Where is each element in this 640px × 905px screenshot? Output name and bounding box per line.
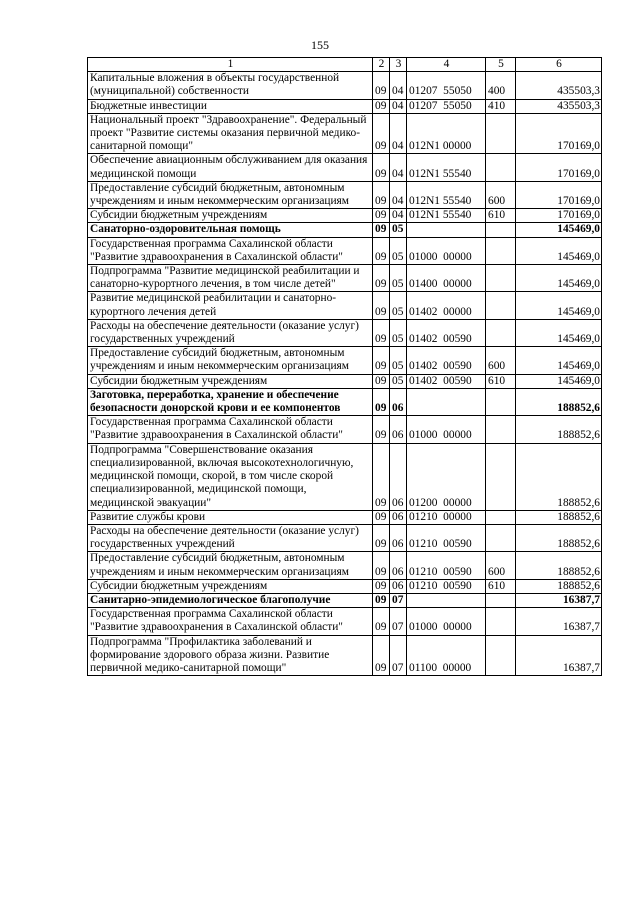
target-article-cell: 01402 00590 bbox=[407, 347, 486, 374]
subsection-code-cell: 04 bbox=[390, 99, 407, 113]
subsection-code-cell: 07 bbox=[390, 635, 407, 676]
subsection-code-cell: 05 bbox=[390, 319, 407, 346]
column-header: 4 bbox=[407, 58, 486, 72]
expense-type-cell: 600 bbox=[486, 181, 516, 208]
amount-cell: 16387,7 bbox=[516, 608, 602, 635]
section-code-cell: 09 bbox=[373, 524, 390, 551]
target-article-cell: 012N1 55540 bbox=[407, 181, 486, 208]
table-row bbox=[88, 416, 602, 443]
amount-cell: 188852,6 bbox=[516, 388, 602, 415]
target-article-cell: 01210 00590 bbox=[407, 552, 486, 579]
amount-cell: 16387,7 bbox=[516, 593, 602, 607]
page-number: 155 bbox=[311, 38, 329, 52]
section-code-cell: 09 bbox=[373, 635, 390, 676]
section-code-cell: 09 bbox=[373, 416, 390, 443]
expense-name-cell: Государственная программа Сахалинской области "Развитие здравоохранения в Сахалинской области" bbox=[88, 416, 373, 443]
expense-name-cell: Государственная программа Сахалинской области "Развитие здравоохранения в Сахалинской области" bbox=[88, 608, 373, 635]
expense-name-cell: Государственная программа Сахалинской области "Развитие здравоохранения в Сахалинской области" bbox=[88, 237, 373, 264]
expense-name-cell: Субсидии бюджетным учреждениям bbox=[88, 374, 373, 388]
expense-type-cell bbox=[486, 593, 516, 607]
target-article-cell: 01210 00000 bbox=[407, 510, 486, 524]
expense-type-cell bbox=[486, 635, 516, 676]
target-article-cell: 01210 00590 bbox=[407, 579, 486, 593]
section-code-cell: 09 bbox=[373, 292, 390, 319]
expense-type-cell bbox=[486, 608, 516, 635]
expense-name-cell: Предоставление субсидий бюджетным, автономным учреждениям и иным некоммерческим организациям bbox=[88, 181, 373, 208]
target-article-cell: 01100 00000 bbox=[407, 635, 486, 676]
expense-type-cell bbox=[486, 416, 516, 443]
target-article-cell bbox=[407, 223, 486, 237]
expense-type-cell bbox=[486, 388, 516, 415]
expense-name-cell: Развитие медицинской реабилитации и санаторно-курортного лечения детей bbox=[88, 292, 373, 319]
target-article-cell: 01400 00000 bbox=[407, 265, 486, 292]
section-code-cell: 09 bbox=[373, 388, 390, 415]
expense-name-cell: Предоставление субсидий бюджетным, автономным учреждениям и иным некоммерческим организациям bbox=[88, 552, 373, 579]
subsection-code-cell: 06 bbox=[390, 443, 407, 510]
table-row bbox=[88, 113, 602, 154]
subsection-code-cell: 05 bbox=[390, 265, 407, 292]
expense-name-cell: Субсидии бюджетным учреждениям bbox=[88, 209, 373, 223]
section-code-cell: 09 bbox=[373, 113, 390, 154]
expense-type-cell bbox=[486, 113, 516, 154]
subsection-code-cell: 05 bbox=[390, 237, 407, 264]
expense-name-cell: Расходы на обеспечение деятельности (оказание услуг) государственных учреждений bbox=[88, 319, 373, 346]
expense-type-cell bbox=[486, 510, 516, 524]
target-article-cell bbox=[407, 593, 486, 607]
expense-name-cell: Развитие службы крови bbox=[88, 510, 373, 524]
section-code-cell: 09 bbox=[373, 319, 390, 346]
expense-name-cell: Капитальные вложения в объекты государственной (муниципальной) собственности bbox=[88, 72, 373, 99]
table-row bbox=[88, 72, 602, 99]
table-row bbox=[88, 347, 602, 374]
expense-type-cell: 610 bbox=[486, 209, 516, 223]
section-code-cell: 09 bbox=[373, 608, 390, 635]
amount-cell: 145469,0 bbox=[516, 319, 602, 346]
amount-cell: 435503,3 bbox=[516, 99, 602, 113]
amount-cell: 145469,0 bbox=[516, 374, 602, 388]
amount-cell: 145469,0 bbox=[516, 237, 602, 264]
subsection-code-cell: 05 bbox=[390, 374, 407, 388]
expense-name-cell: Подпрограмма "Профилактика заболеваний и формирование здорового образа жизни. Развитие первичной медико-санитарной помощи" bbox=[88, 635, 373, 676]
expense-type-cell bbox=[486, 237, 516, 264]
expense-name-cell: Обеспечение авиационным обслуживанием для оказания медицинской помощи bbox=[88, 154, 373, 181]
section-code-cell: 09 bbox=[373, 579, 390, 593]
expense-name-cell: Национальный проект "Здравоохранение". Федеральный проект "Развитие системы оказания первичной медико-санитарной помощи" bbox=[88, 113, 373, 154]
target-article-cell bbox=[407, 388, 486, 415]
target-article-cell: 01200 00000 bbox=[407, 443, 486, 510]
subsection-code-cell: 04 bbox=[390, 181, 407, 208]
amount-cell: 170169,0 bbox=[516, 154, 602, 181]
expense-type-cell: 400 bbox=[486, 72, 516, 99]
amount-cell: 170169,0 bbox=[516, 181, 602, 208]
subsection-code-cell: 06 bbox=[390, 524, 407, 551]
expense-type-cell: 610 bbox=[486, 579, 516, 593]
subsection-code-cell: 04 bbox=[390, 209, 407, 223]
expense-name-cell: Подпрограмма "Совершенствование оказания специализированной, включая высокотехнологичную, медицинской помощи, скорой, в том числе скорой специализированной, медицинской помощи, медицинской эвакуации" bbox=[88, 443, 373, 510]
target-article-cell: 012N1 55540 bbox=[407, 209, 486, 223]
section-code-cell: 09 bbox=[373, 443, 390, 510]
expense-type-cell: 600 bbox=[486, 347, 516, 374]
expense-name-cell: Субсидии бюджетным учреждениям bbox=[88, 579, 373, 593]
target-article-cell: 01000 00000 bbox=[407, 416, 486, 443]
table-row bbox=[88, 524, 602, 551]
subsection-code-cell: 04 bbox=[390, 72, 407, 99]
target-article-cell: 01000 00000 bbox=[407, 608, 486, 635]
subsection-code-cell: 04 bbox=[390, 154, 407, 181]
amount-cell: 145469,0 bbox=[516, 347, 602, 374]
subsection-code-cell: 06 bbox=[390, 388, 407, 415]
expense-type-cell bbox=[486, 223, 516, 237]
section-code-cell: 09 bbox=[373, 181, 390, 208]
expense-type-cell bbox=[486, 154, 516, 181]
expense-name-cell: Санитарно-эпидемиологическое благополучие bbox=[88, 593, 373, 607]
section-code-cell: 09 bbox=[373, 552, 390, 579]
subsection-code-cell: 06 bbox=[390, 416, 407, 443]
amount-cell: 188852,6 bbox=[516, 510, 602, 524]
amount-cell: 188852,6 bbox=[516, 524, 602, 551]
section-code-cell: 09 bbox=[373, 209, 390, 223]
amount-cell: 170169,0 bbox=[516, 209, 602, 223]
subsection-code-cell: 04 bbox=[390, 113, 407, 154]
table-row bbox=[88, 292, 602, 319]
expense-name-cell: Бюджетные инвестиции bbox=[88, 99, 373, 113]
expense-type-cell: 600 bbox=[486, 552, 516, 579]
expense-type-cell bbox=[486, 319, 516, 346]
section-code-cell: 09 bbox=[373, 510, 390, 524]
amount-cell: 145469,0 bbox=[516, 223, 602, 237]
expense-type-cell bbox=[486, 265, 516, 292]
amount-cell: 188852,6 bbox=[516, 579, 602, 593]
table-row bbox=[88, 579, 602, 593]
subsection-code-cell: 05 bbox=[390, 292, 407, 319]
expense-name-cell: Заготовка, переработка, хранение и обеспечение безопасности донорской крови и ее компонентов bbox=[88, 388, 373, 415]
table-row bbox=[88, 223, 602, 237]
amount-cell: 435503,3 bbox=[516, 72, 602, 99]
amount-cell: 188852,6 bbox=[516, 443, 602, 510]
target-article-cell: 01207 55050 bbox=[407, 72, 486, 99]
column-header: 5 bbox=[486, 58, 516, 72]
table-row bbox=[88, 635, 602, 676]
column-header: 2 bbox=[373, 58, 390, 72]
table-row bbox=[88, 374, 602, 388]
table-row bbox=[88, 265, 602, 292]
subsection-code-cell: 05 bbox=[390, 223, 407, 237]
target-article-cell: 01210 00590 bbox=[407, 524, 486, 551]
amount-cell: 16387,7 bbox=[516, 635, 602, 676]
table-row bbox=[88, 209, 602, 223]
table-row bbox=[88, 608, 602, 635]
column-header: 1 bbox=[88, 58, 373, 72]
subsection-code-cell: 06 bbox=[390, 579, 407, 593]
table-row bbox=[88, 181, 602, 208]
target-article-cell: 01402 00000 bbox=[407, 292, 486, 319]
column-header: 6 bbox=[516, 58, 602, 72]
subsection-code-cell: 05 bbox=[390, 347, 407, 374]
table-row bbox=[88, 552, 602, 579]
column-header: 3 bbox=[390, 58, 407, 72]
table-row bbox=[88, 99, 602, 113]
amount-cell: 145469,0 bbox=[516, 265, 602, 292]
section-code-cell: 09 bbox=[373, 374, 390, 388]
section-code-cell: 09 bbox=[373, 347, 390, 374]
expense-name-cell: Предоставление субсидий бюджетным, автономным учреждениям и иным некоммерческим организациям bbox=[88, 347, 373, 374]
section-code-cell: 09 bbox=[373, 99, 390, 113]
amount-cell: 170169,0 bbox=[516, 113, 602, 154]
header-row bbox=[88, 58, 602, 72]
expense-type-cell: 410 bbox=[486, 99, 516, 113]
subsection-code-cell: 06 bbox=[390, 510, 407, 524]
subsection-code-cell: 07 bbox=[390, 593, 407, 607]
expense-name-cell: Расходы на обеспечение деятельности (оказание услуг) государственных учреждений bbox=[88, 524, 373, 551]
table-row bbox=[88, 510, 602, 524]
table-row bbox=[88, 154, 602, 181]
target-article-cell: 01402 00590 bbox=[407, 374, 486, 388]
amount-cell: 145469,0 bbox=[516, 292, 602, 319]
table-row bbox=[88, 443, 602, 510]
target-article-cell: 01000 00000 bbox=[407, 237, 486, 264]
table-row bbox=[88, 388, 602, 415]
table-row bbox=[88, 319, 602, 346]
expense-name-cell: Санаторно-оздоровительная помощь bbox=[88, 223, 373, 237]
subsection-code-cell: 07 bbox=[390, 608, 407, 635]
section-code-cell: 09 bbox=[373, 593, 390, 607]
section-code-cell: 09 bbox=[373, 72, 390, 99]
section-code-cell: 09 bbox=[373, 223, 390, 237]
table-row bbox=[88, 237, 602, 264]
target-article-cell: 012N1 00000 bbox=[407, 113, 486, 154]
expense-type-cell bbox=[486, 292, 516, 319]
amount-cell: 188852,6 bbox=[516, 552, 602, 579]
target-article-cell: 01207 55050 bbox=[407, 99, 486, 113]
section-code-cell: 09 bbox=[373, 237, 390, 264]
table-row bbox=[88, 593, 602, 607]
target-article-cell: 01402 00590 bbox=[407, 319, 486, 346]
expense-type-cell bbox=[486, 443, 516, 510]
amount-cell: 188852,6 bbox=[516, 416, 602, 443]
expense-name-cell: Подпрограмма "Развитие медицинской реабилитации и санаторно-курортного лечения, в том числе детей" bbox=[88, 265, 373, 292]
expense-type-cell bbox=[486, 524, 516, 551]
budget-table bbox=[87, 57, 602, 676]
subsection-code-cell: 06 bbox=[390, 552, 407, 579]
section-code-cell: 09 bbox=[373, 265, 390, 292]
target-article-cell: 012N1 55540 bbox=[407, 154, 486, 181]
expense-type-cell: 610 bbox=[486, 374, 516, 388]
section-code-cell: 09 bbox=[373, 154, 390, 181]
